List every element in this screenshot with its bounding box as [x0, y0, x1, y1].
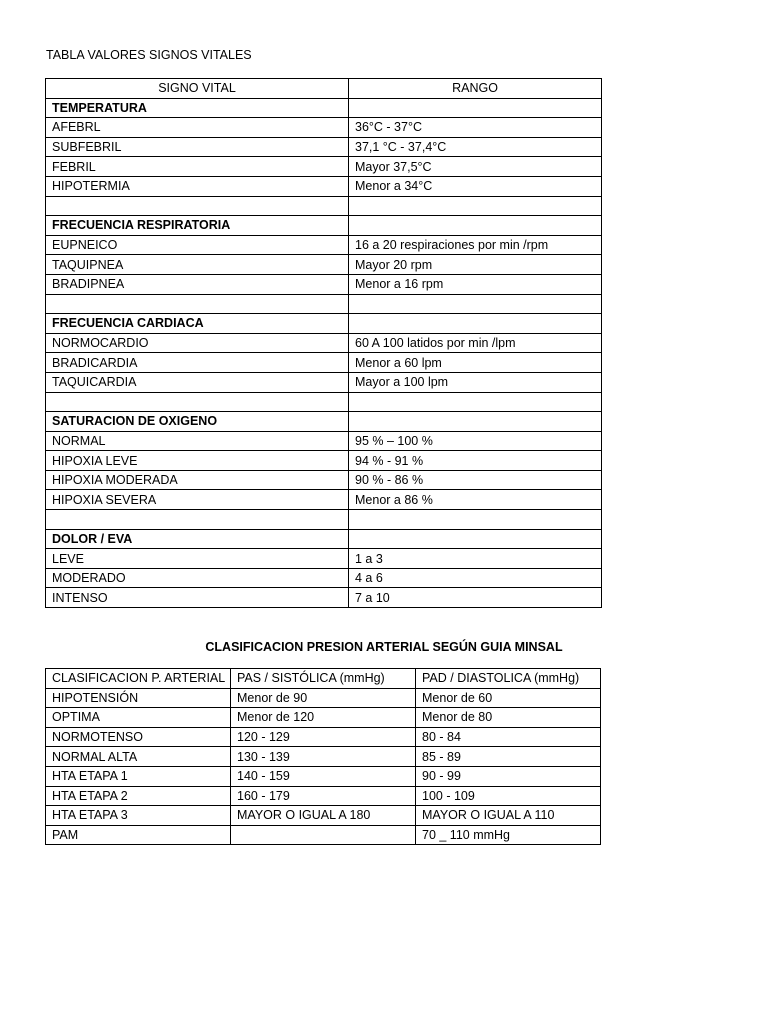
- blood-pressure-header-row: [46, 669, 601, 689]
- table-row: [46, 708, 601, 728]
- table-row: [46, 747, 601, 767]
- vital-sign-range: Menor a 16 rpm: [349, 274, 602, 294]
- vital-sign-label: HIPOXIA LEVE: [46, 451, 349, 471]
- vital-signs-table-body: [46, 79, 602, 608]
- vital-sign-range: 16 a 20 respiraciones por min /rpm: [349, 235, 602, 255]
- vital-sign-range: 95 % – 100 %: [349, 431, 602, 451]
- vital-sign-label: HIPOXIA SEVERA: [46, 490, 349, 510]
- vital-sign-label: [46, 510, 349, 530]
- vital-sign-label: INTENSO: [46, 588, 349, 608]
- table-row: [46, 806, 601, 826]
- vital-sign-range: [349, 392, 602, 412]
- table-row: [46, 255, 602, 275]
- vital-sign-label: BRADICARDIA: [46, 353, 349, 373]
- vital-sign-range: [349, 314, 602, 334]
- bp-diastolic: 100 - 109: [416, 786, 601, 806]
- vital-sign-label: NORMAL: [46, 431, 349, 451]
- vital-sign-range: Menor a 86 %: [349, 490, 602, 510]
- vital-sign-range: [349, 196, 602, 216]
- table-row: [46, 176, 602, 196]
- bp-systolic: 120 - 129: [231, 727, 416, 747]
- vital-sign-label: FEBRIL: [46, 157, 349, 177]
- bp-diastolic: MAYOR O IGUAL A 110: [416, 806, 601, 826]
- column-header-signo-vital: SIGNO VITAL: [46, 79, 349, 99]
- vital-sign-label: TAQUICARDIA: [46, 372, 349, 392]
- table-row: [46, 274, 602, 294]
- vital-sign-label: SUBFEBRIL: [46, 137, 349, 157]
- section-label: FRECUENCIA CARDIACA: [46, 314, 349, 334]
- bp-diastolic: Menor de 80: [416, 708, 601, 728]
- vital-sign-range: 36°C - 37°C: [349, 118, 602, 138]
- vital-sign-label: AFEBRL: [46, 118, 349, 138]
- section-label: SATURACION DE OXIGENO: [46, 412, 349, 432]
- section-label: DOLOR / EVA: [46, 529, 349, 549]
- vital-sign-range: [349, 412, 602, 432]
- bp-classification: HTA ETAPA 3: [46, 806, 231, 826]
- vital-sign-range: 7 a 10: [349, 588, 602, 608]
- table-row: [46, 353, 602, 373]
- section-row: [46, 412, 602, 432]
- table-row: [46, 727, 601, 747]
- table-row: [46, 588, 602, 608]
- vital-sign-range: Mayor a 100 lpm: [349, 372, 602, 392]
- vital-sign-range: [349, 98, 602, 118]
- vital-sign-range: [349, 216, 602, 236]
- vital-sign-label: TAQUIPNEA: [46, 255, 349, 275]
- vital-sign-label: EUPNEICO: [46, 235, 349, 255]
- bp-diastolic: 80 - 84: [416, 727, 601, 747]
- bp-diastolic: 85 - 89: [416, 747, 601, 767]
- column-header-rango: RANGO: [349, 79, 602, 99]
- bp-systolic: Menor de 120: [231, 708, 416, 728]
- section-row: [46, 216, 602, 236]
- blood-pressure-table-body: [46, 669, 601, 845]
- bp-diastolic: 90 - 99: [416, 766, 601, 786]
- table-row: [46, 333, 602, 353]
- table-row: [46, 549, 602, 569]
- bp-diastolic: Menor de 60: [416, 688, 601, 708]
- blood-pressure-table: [45, 668, 601, 845]
- vital-sign-label: HIPOXIA MODERADA: [46, 470, 349, 490]
- vital-sign-range: Menor a 60 lpm: [349, 353, 602, 373]
- section-label: FRECUENCIA RESPIRATORIA: [46, 216, 349, 236]
- vital-sign-range: [349, 529, 602, 549]
- bp-classification: NORMAL ALTA: [46, 747, 231, 767]
- table-row: [46, 235, 602, 255]
- bp-classification: HIPOTENSIÓN: [46, 688, 231, 708]
- vital-sign-label: MODERADO: [46, 568, 349, 588]
- bp-classification: NORMOTENSO: [46, 727, 231, 747]
- column-header-pad: PAD / DIASTOLICA (mmHg): [416, 669, 601, 689]
- bp-systolic: MAYOR O IGUAL A 180: [231, 806, 416, 826]
- vital-sign-label: NORMOCARDIO: [46, 333, 349, 353]
- table-row: [46, 490, 602, 510]
- bp-systolic: [231, 825, 416, 845]
- section-row: [46, 529, 602, 549]
- bp-classification: HTA ETAPA 2: [46, 786, 231, 806]
- vital-sign-label: [46, 392, 349, 412]
- table-row: [46, 766, 601, 786]
- bp-systolic: 140 - 159: [231, 766, 416, 786]
- vital-sign-label: LEVE: [46, 549, 349, 569]
- spacer-row: [46, 294, 602, 314]
- table-row: [46, 786, 601, 806]
- table-row: [46, 372, 602, 392]
- vital-sign-range: Menor a 34°C: [349, 176, 602, 196]
- section-label: TEMPERATURA: [46, 98, 349, 118]
- table-row: [46, 568, 602, 588]
- section-row: [46, 314, 602, 334]
- column-header-clasificacion: CLASIFICACION P. ARTERIAL: [46, 669, 231, 689]
- bp-classification: PAM: [46, 825, 231, 845]
- section-row: [46, 98, 602, 118]
- vital-sign-range: [349, 294, 602, 314]
- vital-sign-label: [46, 196, 349, 216]
- table-row: [46, 688, 601, 708]
- table-row: [46, 137, 602, 157]
- vital-signs-header-row: [46, 79, 602, 99]
- vital-sign-range: 1 a 3: [349, 549, 602, 569]
- vital-sign-range: Mayor 37,5°C: [349, 157, 602, 177]
- vital-sign-range: 60 A 100 latidos por min /lpm: [349, 333, 602, 353]
- vital-sign-range: 94 % - 91 %: [349, 451, 602, 471]
- table-row: [46, 157, 602, 177]
- vital-signs-table: [45, 78, 602, 608]
- table-row: [46, 431, 602, 451]
- document-title: TABLA VALORES SIGNOS VITALES: [46, 48, 252, 62]
- table-row: [46, 470, 602, 490]
- table-row: [46, 118, 602, 138]
- vital-sign-range: 4 a 6: [349, 568, 602, 588]
- bp-diastolic: 70 _ 110 mmHg: [416, 825, 601, 845]
- vital-sign-range: 37,1 °C - 37,4°C: [349, 137, 602, 157]
- bp-systolic: Menor de 90: [231, 688, 416, 708]
- vital-sign-label: [46, 294, 349, 314]
- spacer-row: [46, 196, 602, 216]
- column-header-pas: PAS / SISTÓLICA (mmHg): [231, 669, 416, 689]
- table-row: [46, 825, 601, 845]
- bp-systolic: 160 - 179: [231, 786, 416, 806]
- bp-classification: OPTIMA: [46, 708, 231, 728]
- vital-sign-label: BRADIPNEA: [46, 274, 349, 294]
- bp-classification: HTA ETAPA 1: [46, 766, 231, 786]
- blood-pressure-title: CLASIFICACION PRESION ARTERIAL SEGÚN GUIA MINSAL: [205, 640, 563, 654]
- spacer-row: [46, 510, 602, 530]
- bp-systolic: 130 - 139: [231, 747, 416, 767]
- vital-sign-range: 90 % - 86 %: [349, 470, 602, 490]
- vital-sign-range: Mayor 20 rpm: [349, 255, 602, 275]
- spacer-row: [46, 392, 602, 412]
- table-row: [46, 451, 602, 471]
- vital-sign-label: HIPOTERMIA: [46, 176, 349, 196]
- vital-sign-range: [349, 510, 602, 530]
